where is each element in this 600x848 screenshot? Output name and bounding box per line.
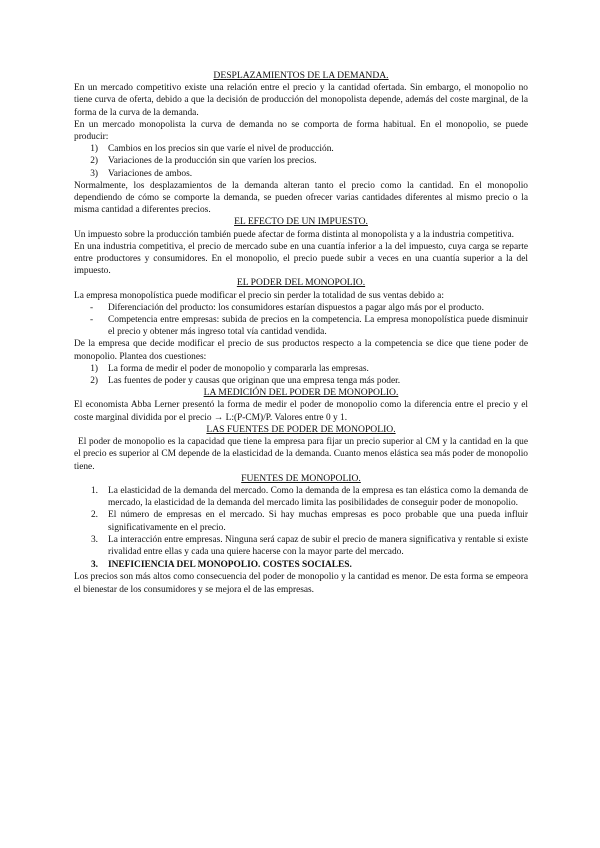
heading-impuesto: EL EFECTO DE UN IMPUESTO.: [234, 216, 368, 228]
list-text: Competencia entre empresas: subida de precios en la competencia. La empresa monopolística puede disminuir el precio y obtener más ingreso total vía cantidad vendida.: [108, 315, 528, 338]
heading-number: 3.: [90, 560, 98, 571]
paragraph: Los precios son más altos como consecuencia del poder de monopolio y la cantidad es menor. De esta forma se empeora el bienestar de los consumidores y se mejora el de las empresas.: [74, 572, 528, 595]
list-item: [74, 485, 528, 509]
list-item: [74, 155, 528, 167]
list-number: 2.: [90, 510, 98, 521]
list-text: Variaciones de ambos.: [108, 168, 193, 179]
list-number: 2): [90, 156, 98, 167]
heading-medicion: LA MEDICIÓN DEL PODER DE MONOPOLIO.: [203, 387, 399, 399]
heading-desplazamientos: DESPLAZAMIENTOS DE LA DEMANDA.: [213, 70, 389, 81]
paragraph: Normalmente, los desplazamientos de la demanda alteran tanto el precio como la cantidad. En el monopolio dependiendo de cómo se comporte la demanda, se pueden ofrecer varias cantidades diferentes al mismo precio o la misma cantidad a diferentes precios.: [74, 180, 528, 216]
heading-poder: EL PODER DEL MONOPOLIO.: [236, 277, 366, 289]
heading-text: INEFICIENCIA DEL MONOPOLIO. COSTES SOCIALES.: [108, 560, 352, 571]
list-text: La forma de medir el poder de monopolio y compararla las empresas.: [108, 363, 369, 374]
list-dash: -: [90, 302, 94, 313]
list-item: [74, 534, 528, 558]
paragraph: En un mercado competitivo existe una relación entre el precio y la cantidad ofertada. Sin embargo, el monopolio no tiene curva de oferta, debido a que la decisión de producción del monopolista depende, además del coste marginal, de la forma de la curva de la demanda.: [74, 83, 528, 118]
numbered-list: [74, 143, 528, 180]
list-text: Las fuentes de poder y causas que originan que una empresa tenga más poder.: [108, 376, 401, 387]
paragraph: El poder de monopolio es la capacidad que tiene la empresa para fijar un precio superior al CM y la cantidad en la que el precio es superior al CM depende de la elasticidad de la demanda. Cuanto menos elástica sea más poder de monopolio tiene.: [74, 437, 528, 472]
numbered-list: [74, 363, 528, 387]
paragraph: En un mercado monopolista la curva de demanda no se comporta de forma habitual. En el monopolio, se puede producir:: [74, 119, 528, 143]
list-number: 3): [90, 168, 98, 179]
paragraph: El economista Abba Lerner presentó la forma de medir el poder de monopolio como la diferencia entre el precio y el coste marginal dividida por el precio → L:(P-CM)/P. Valores entre 0 y 1.: [74, 400, 528, 423]
list-item: [74, 509, 528, 533]
list-number: 1.: [90, 485, 98, 496]
list-item: [74, 302, 528, 314]
list-text: El número de empresas en el mercado. Si hay muchas empresas es poco probable que una pueda influir significativamente en el precio.: [108, 510, 528, 533]
list-item: [74, 143, 528, 155]
list-text: Variaciones de la producción sin que varíen los precios.: [108, 156, 317, 167]
list-item: [74, 375, 528, 387]
list-text: La elasticidad de la demanda del mercado. Como la demanda de la empresa es tan elástica como la demanda de mercado, la elasticidad de la demanda del mercado limita las posibilidades de conseguir poder de monopolio.: [108, 485, 528, 509]
heading-ineficiencia: [74, 559, 528, 571]
list-number: 1): [90, 144, 98, 155]
numbered-list: [74, 485, 528, 558]
list-dash: -: [90, 315, 94, 326]
heading-fuentes-poder: LAS FUENTES DE PODER DE MONOPOLIO.: [206, 423, 396, 435]
list-text: Diferenciación del producto: los consumidores estarían dispuestos a pagar algo más por el producto.: [108, 302, 484, 313]
list-item: [74, 168, 528, 180]
list-number: 2): [90, 376, 98, 387]
list-number: 1): [90, 363, 98, 374]
list-item: [74, 314, 528, 338]
dash-list: [74, 302, 528, 339]
heading-fuentes-monopolio: FUENTES DE MONOPOLIO.: [241, 472, 361, 484]
list-item: [74, 363, 528, 375]
list-number: 3.: [90, 534, 98, 545]
paragraph: De la empresa que decide modificar el precio de sus productos respecto a la competencia se dice que tiene poder de monopolio. Plantea dos cuestiones:: [74, 339, 528, 362]
paragraph: En una industria competitiva, el precio de mercado sube en una cuantía inferior a la del impuesto, cuya carga se reparte entre productores y consumidores. En el monopolio, el precio puede subir a veces en una cuantía superior a la del impuesto.: [74, 241, 528, 277]
paragraph: Un impuesto sobre la producción también puede afectar de forma distinta al monopolista y a la industria competitiva.: [74, 229, 514, 240]
list-text: Cambios en los precios sin que varíe el nivel de producción.: [108, 144, 334, 155]
list-text: La interacción entre empresas. Ninguna será capaz de subir el precio de manera significativa y rentable si existe rivalidad entre ellas y cada una quiere hacerse con la mayor parte del mercado.: [108, 534, 528, 557]
document-body: [74, 70, 528, 596]
paragraph: La empresa monopolística puede modificar el precio sin perder la totalidad de sus ventas debido a:: [74, 290, 444, 301]
